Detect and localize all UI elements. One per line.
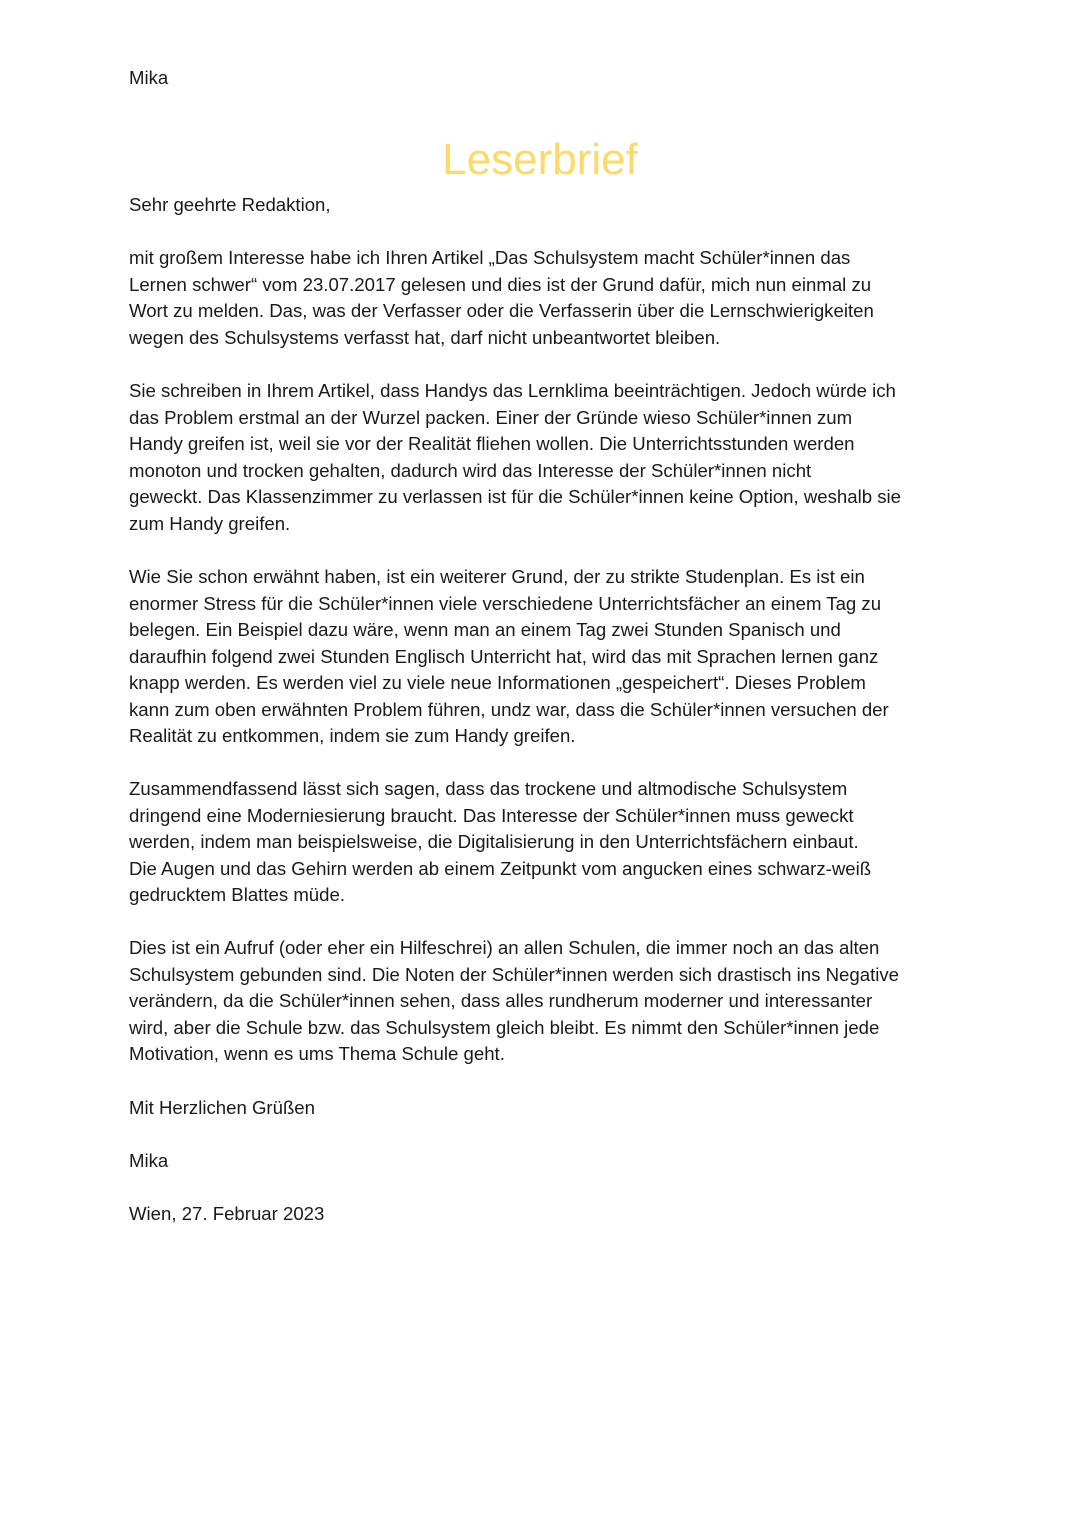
- text-line: Motivation, wenn es ums Thema Schule geht.: [129, 1043, 505, 1064]
- salutation: Sehr geehrte Redaktion,: [129, 194, 331, 215]
- paragraph: [129, 378, 901, 537]
- text-line: Zusammendfassend lässt sich sagen, dass das trockene und altmodische Schulsystem: [129, 778, 848, 799]
- text-line: gedrucktem Blattes müde.: [129, 884, 345, 905]
- text-line: Schulsystem gebunden sind. Die Noten der Schüler*innen werden sich drastisch ins Negative: [129, 963, 899, 985]
- document-title: Leserbrief: [442, 135, 638, 184]
- paragraph: [129, 776, 871, 909]
- text-line: Dies ist ein Aufruf (oder eher ein Hilfeschrei) an allen Schulen, die immer noch an das alten: [129, 937, 880, 958]
- paragraph: [129, 935, 899, 1068]
- text-line: daraufhin folgend zwei Stunden Englisch Unterricht hat, wird das mit Sprachen lernen ganz: [129, 645, 879, 667]
- paragraph: [129, 245, 874, 351]
- text-line: kann zum oben erwähnten Problem führen, undz war, dass die Schüler*innen versuchen der: [129, 698, 889, 720]
- text-line: Sie schreiben in Ihrem Artikel, dass Handys das Lernklima beeinträchtigen. Jedoch würde ich: [129, 380, 896, 401]
- text-line: belegen. Ein Beispiel dazu wäre, wenn man an einem Tag zwei Stunden Spanisch und: [129, 619, 841, 640]
- text-line: enormer Stress für die Schüler*innen viele verschiedene Unterrichtsfächer an einem Tag zu: [129, 592, 882, 614]
- signature: Mika: [129, 1150, 169, 1171]
- text-line: zum Handy greifen.: [129, 512, 291, 534]
- text-line: Wie Sie schon erwähnt haben, ist ein weiterer Grund, der zu strikte Studenplan. Es ist ein: [129, 566, 865, 587]
- text-line: werden, indem man beispielsweise, die Digitalisierung in den Unterrichtsfächern einbaut.: [129, 831, 859, 852]
- text-line: das Problem erstmal an der Wurzel packen. Einer der Gründe wieso Schüler*innen zum: [129, 406, 853, 428]
- text-line: knapp werden. Es werden viel zu viele neue Informationen „gespeichert“. Dieses Problem: [129, 672, 866, 693]
- text-line: Die Augen und das Gehirn werden ab einem Zeitpunkt vom angucken eines schwarz-weiß: [129, 857, 872, 879]
- paragraph: [129, 564, 889, 750]
- text-line: verändern, da die Schüler*innen sehen, dass alles rundherum moderner und interessanter: [129, 990, 873, 1011]
- text-line: geweckt. Das Klassenzimmer zu verlassen ist für die Schüler*innen keine Option, weshalb sie: [129, 486, 902, 507]
- text-line: wird, aber die Schule bzw. das Schulsystem gleich bleibt. Es nimmt den Schüler*innen jede: [129, 1016, 880, 1038]
- closing: Mit Herzlichen Grüßen: [129, 1097, 315, 1118]
- text-line: Lernen schwer“ vom 23.07.2017 gelesen und dies ist der Grund dafür, mich nun einmal zu: [129, 273, 872, 295]
- author-name: Mika: [129, 67, 169, 88]
- text-line: wegen des Schulsystems verfasst hat, darf nicht unbeantwortet bleiben.: [129, 326, 721, 348]
- text-line: monoton und trocken gehalten, dadurch wird das Interesse der Schüler*innen nicht: [129, 459, 812, 481]
- place-date: Wien, 27. Februar 2023: [129, 1203, 325, 1224]
- text-line: Realität zu entkommen, indem sie zum Handy greifen.: [129, 725, 576, 746]
- text-line: mit großem Interesse habe ich Ihren Artikel „Das Schulsystem macht Schüler*innen das: [129, 247, 851, 268]
- text-line: Wort zu melden. Das, was der Verfasser oder die Verfasserin über die Lernschwierigkeiten: [129, 300, 874, 321]
- text-line: dringend eine Moderniesierung braucht. Das Interesse der Schüler*innen muss geweckt: [129, 804, 854, 826]
- text-line: Handy greifen ist, weil sie vor der Realität fliehen wollen. Die Unterrichtsstunden werden: [129, 433, 855, 454]
